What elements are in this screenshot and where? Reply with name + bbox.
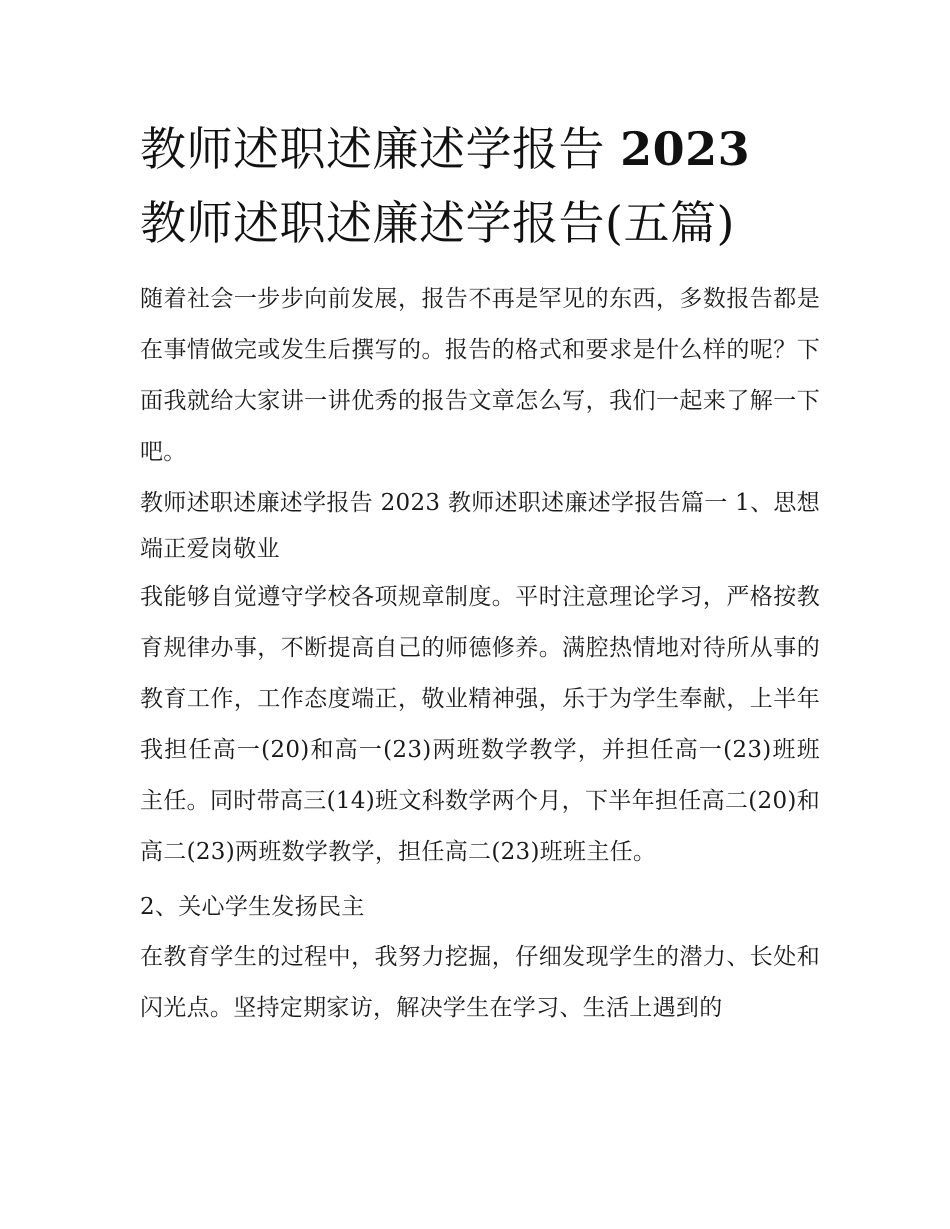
section-heading-1: 教师述职述廉述学报告 2023 教师述职述廉述学报告篇一 1、思想端正爱岗敬业	[140, 490, 820, 562]
title-line1-year: 2023	[620, 122, 751, 176]
intro-paragraph: 随着社会一步步向前发展，报告不再是罕见的东西，多数报告都是在事情做完或发生后撰写的。报告的格式和要求是什么样的呢？下面我就给大家讲一讲优秀的报告文章怎么写，我们一起来了解一下吧。	[140, 286, 820, 465]
body-paragraph-1: 我能够自觉遵守学校各项规章制度。平时注意理论学习，严格按教育规律办事，不断提高自己的师德修养。满腔热情地对待所从事的教育工作，工作态度端正，敬业精神强，乐于为学生奉献，上半年我担任高一(20)和高一(23)两班数学教学，并担任高一(23)班班主任。同时带高三(14)班文科数学两个月，下半年担任高二(20)和高二(23)两班数学教学，担任高二(23)班班主任。	[140, 584, 820, 865]
title-line2: 教师述职述廉述学报告(五篇)	[140, 196, 735, 250]
title-line1-text: 教师述职述廉述学报告	[140, 122, 605, 176]
section-heading-2: 2、关心学生发扬民主	[140, 894, 365, 920]
document-page	[140, 112, 820, 1034]
body-paragraph-2: 在教育学生的过程中，我努力挖掘，仔细发现学生的潜力、长处和闪光点。坚持定期家访，解决学生在学习、生活上遇到的	[140, 944, 820, 1021]
document-title	[140, 112, 820, 260]
